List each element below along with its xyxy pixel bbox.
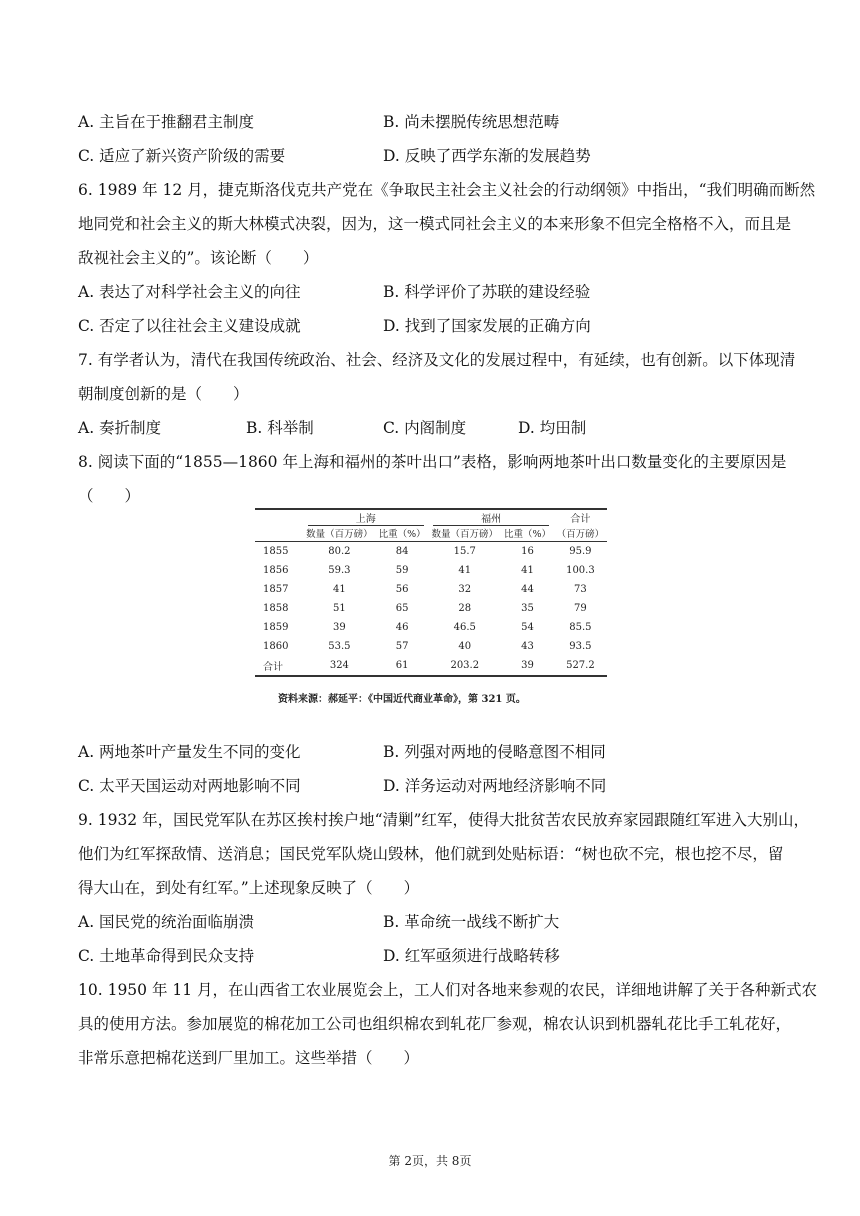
q9-option-d: D. 红军亟须进行战略转移 bbox=[383, 947, 560, 965]
table-row bbox=[255, 637, 607, 656]
header-total-unit: （百万磅） bbox=[554, 525, 607, 542]
table-cell: 95.9 bbox=[569, 546, 592, 557]
table-cell: 46 bbox=[395, 622, 409, 633]
header-qty-fuzhou: 数量（百万磅） bbox=[428, 525, 501, 542]
q6-option-c: C. 否定了以往社会主义建设成就 bbox=[78, 317, 301, 335]
q7-option-b: B. 科举制 bbox=[246, 419, 314, 437]
table-cell: 59 bbox=[395, 565, 409, 576]
table-cell: 1856 bbox=[263, 565, 289, 576]
header-pct-shanghai: 比重（%） bbox=[376, 525, 429, 542]
q10-stem-line3: 非常乐意把棉花送到厂里加工。这些举措（ ） bbox=[78, 1049, 420, 1067]
q7-stem-line1: 7. 有学者认为，清代在我国传统政治、社会、经济及文化的发展过程中，有延续，也有创新。以下体现清 bbox=[78, 351, 796, 369]
table-cell: 93.5 bbox=[569, 641, 592, 652]
table-body bbox=[255, 542, 607, 677]
table-cell: 1860 bbox=[263, 641, 289, 652]
header-shanghai: 上海 bbox=[303, 509, 428, 525]
table-row bbox=[255, 599, 607, 618]
table-cell: 85.5 bbox=[569, 622, 592, 633]
table-row bbox=[255, 542, 607, 562]
table-cell: 54 bbox=[521, 622, 534, 633]
q8-option-d: D. 洋务运动对两地经济影响不同 bbox=[383, 777, 607, 795]
table-source: 资料来源：郝延平：《中国近代商业革命》，第 321 页。 bbox=[278, 694, 526, 705]
tea-export-table bbox=[255, 508, 607, 677]
table-cell: 1858 bbox=[263, 603, 289, 614]
table-cell: 合计 bbox=[255, 656, 303, 676]
q9-stem-line3: 得大山在，到处有红军。”上述现象反映了（ ） bbox=[78, 879, 420, 897]
tea-export-table-container bbox=[255, 508, 615, 677]
q8-stem-line1: 8. 阅读下面的“1855—1860 年上海和福州的茶叶出口”表格，影响两地茶叶出口数量变化的主要原因是 bbox=[78, 453, 787, 471]
table-cell: 59.3 bbox=[328, 565, 351, 576]
table-cell: 84 bbox=[395, 546, 409, 557]
table-cell: 53.5 bbox=[328, 641, 351, 652]
table-cell: 73 bbox=[574, 584, 587, 595]
q9-option-a: A. 国民党的统治面临崩溃 bbox=[78, 913, 255, 931]
table-cell: 40 bbox=[458, 641, 472, 652]
table-cell: 1855 bbox=[263, 546, 289, 557]
table-header-sub-row bbox=[255, 525, 607, 542]
table-cell: 1857 bbox=[263, 584, 289, 595]
table-row bbox=[255, 580, 607, 599]
table-cell: 43 bbox=[521, 641, 534, 652]
q9-stem-line1: 9. 1932 年，国民党军队在苏区挨村挨户地“清剿”红军，使得大批贫苦农民放弃家园跟随红军进入大别山， bbox=[78, 811, 809, 829]
q10-stem-line2: 具的使用方法。参加展览的棉花加工公司也组织棉农到轧花厂参观，棉农认识到机器轧花比手工轧花好， bbox=[78, 1015, 792, 1033]
table-cell: 41 bbox=[333, 584, 346, 595]
q6-option-d: D. 找到了国家发展的正确方向 bbox=[383, 317, 591, 335]
q6-stem-line1: 6. 1989 年 12 月，捷克斯洛伐克共产党在《争取民主社会主义社会的行动纲领》中指出，“我们明确而断然 bbox=[78, 181, 816, 199]
table-cell: 39 bbox=[333, 622, 346, 633]
table-cell: 51 bbox=[333, 603, 346, 614]
q6-stem-line2: 地同党和社会主义的斯大林模式决裂，因为，这一模式同社会主义的本来形象不但完全格格不入，而且是 bbox=[78, 215, 792, 233]
q6-option-a: A. 表达了对科学社会主义的向往 bbox=[78, 283, 301, 301]
q5-option-d: D. 反映了西学东渐的发展趋势 bbox=[383, 147, 591, 165]
table-cell: 56 bbox=[395, 584, 409, 595]
table-cell: 41 bbox=[458, 565, 472, 576]
table-cell: 15.7 bbox=[453, 546, 476, 557]
table-cell: 35 bbox=[521, 603, 534, 614]
q5-option-b: B. 尚未摆脱传统思想范畴 bbox=[383, 113, 560, 131]
table-row bbox=[255, 656, 607, 676]
table-cell: 32 bbox=[458, 584, 472, 595]
q5-option-a: A. 主旨在于推翻君主制度 bbox=[78, 113, 255, 131]
table-cell: 44 bbox=[521, 584, 534, 595]
q7-option-d: D. 均田制 bbox=[518, 419, 587, 437]
table-cell: 79 bbox=[574, 603, 587, 614]
q10-stem-line1: 10. 1950 年 11 月，在山西省工农业展览会上，工人们对各地来参观的农民，详细地讲解了关于各种新式农 bbox=[78, 981, 818, 999]
q9-stem-line2: 他们为红军探敌情、送消息；国民党军队烧山毁林，他们就到处贴标语：“树也砍不完，根也挖不尽，留 bbox=[78, 845, 784, 863]
table-row bbox=[255, 618, 607, 637]
table-cell: 203.2 bbox=[428, 656, 501, 676]
table-row bbox=[255, 561, 607, 580]
page-footer: 第 2页，共 8页 bbox=[388, 1154, 472, 1168]
q7-stem-line2: 朝制度创新的是（ ） bbox=[78, 385, 249, 403]
q8-option-b: B. 列强对两地的侵略意图不相同 bbox=[383, 743, 606, 761]
table-cell: 1859 bbox=[263, 622, 289, 633]
table-cell: 41 bbox=[521, 565, 534, 576]
table-cell: 324 bbox=[303, 656, 376, 676]
q6-stem-line3: 敌视社会主义的”。该论断（ ） bbox=[78, 249, 319, 267]
table-cell: 65 bbox=[395, 603, 409, 614]
q9-option-c: C. 土地革命得到民众支持 bbox=[78, 947, 255, 965]
table-cell: 80.2 bbox=[328, 546, 351, 557]
q7-option-c: C. 内阁制度 bbox=[383, 419, 467, 437]
header-total: 合计 bbox=[554, 509, 607, 525]
header-pct-fuzhou: 比重（%） bbox=[501, 525, 554, 542]
table-cell: 16 bbox=[521, 546, 534, 557]
table-cell: 527.2 bbox=[554, 656, 607, 676]
table-cell: 28 bbox=[458, 603, 472, 614]
table-cell: 57 bbox=[395, 641, 409, 652]
header-qty-shanghai: 数量（百万磅） bbox=[303, 525, 376, 542]
q5-option-c: C. 适应了新兴资产阶级的需要 bbox=[78, 147, 286, 165]
q9-option-b: B. 革命统一战线不断扩大 bbox=[383, 913, 560, 931]
q7-option-a: A. 奏折制度 bbox=[78, 419, 162, 437]
table-header-group-row bbox=[255, 509, 607, 525]
q8-stem-line2: （ ） bbox=[78, 487, 141, 505]
table-cell: 46.5 bbox=[453, 622, 476, 633]
q8-option-c: C. 太平天国运动对两地影响不同 bbox=[78, 777, 301, 795]
q8-option-a: A. 两地茶叶产量发生不同的变化 bbox=[78, 743, 301, 761]
table-cell: 39 bbox=[501, 656, 554, 676]
table-cell: 61 bbox=[376, 656, 429, 676]
table-cell: 100.3 bbox=[566, 565, 595, 576]
q6-option-b: B. 科学评价了苏联的建设经验 bbox=[383, 283, 591, 301]
header-fuzhou: 福州 bbox=[428, 509, 553, 525]
